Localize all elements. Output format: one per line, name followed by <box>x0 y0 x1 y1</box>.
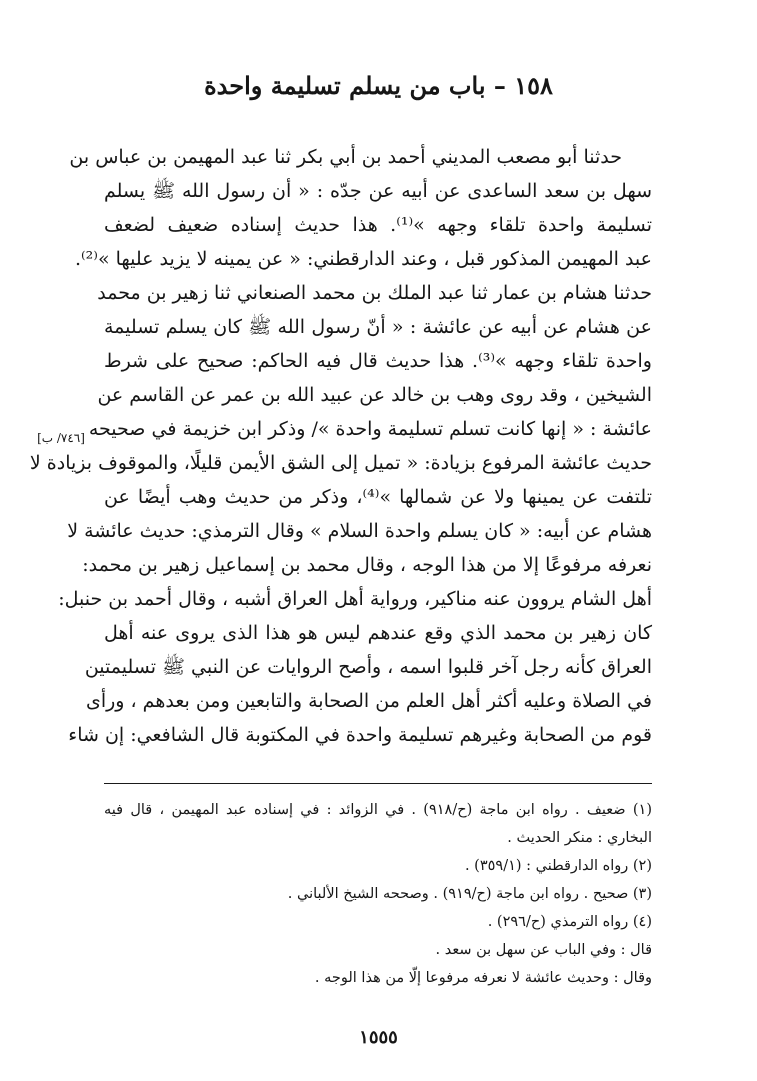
text-line: في الصلاة وعليه أكثر أهل العلم من الصحابة والتابعين ومن بعدهم ، ورأى <box>85 690 652 712</box>
text-line: عن هشام عن أبيه عن عائشة : « أنّ رسول الله ﷺ كان يسلم تسليمة <box>104 316 652 338</box>
text-line: عبد المهيمن المذكور قبل ، وعند الدارقطني: « عن يمينه لا يزيد عليها »⁽²⁾. <box>74 248 652 270</box>
footnote-item: (١) ضعيف . رواه ابن ماجة (ح/٩١٨) . في الزوائد : في إسناده عبد المهيمن ، قال فيه البخاري : منكر الحديث . <box>104 802 653 846</box>
text-line: أهل الشام يروون عنه مناكير، ورواية أهل العراق أشبه ، وقال أحمد بن حنبل: <box>58 588 652 610</box>
footnote-item: (٤) رواه الترمذي (ح/٢٩٦) . <box>487 914 652 930</box>
footnote-item: وقال : وحديث عائشة لا نعرفه مرفوعا إلّا من هذا الوجه . <box>314 970 652 986</box>
text-line: كان زهير بن محمد الذي وقع عندهم ليس هو هذا الذى يروى عنه أهل <box>104 622 652 644</box>
footnote-item: (٣) صحيح . رواه ابن ماجة (ح/٩١٩) . وصححه الشيخ الألباني . <box>287 886 652 902</box>
text-line: تسليمة واحدة تلقاء وجهه »⁽¹⁾. هذا حديث إسناده ضعيف لضعف <box>104 214 652 236</box>
text-line: نعرفه مرفوعًا إلا من هذا الوجه ، وقال محمد بن إسماعيل زهير بن محمد: <box>82 554 652 576</box>
text-line: العراق كأنه رجل آخر قلبوا اسمه ، وأصح الروايات عن النبي ﷺ تسليمتين <box>84 656 652 678</box>
chapter-title: ١٥٨ – باب من يسلم تسليمة واحدة <box>204 71 553 100</box>
text-line: حديث عائشة المرفوع بزيادة: « تميل إلى الشق الأيمن قليلًا، والموقوف بزيادة لا <box>29 452 652 474</box>
text-line: قوم من الصحابة وغيرهم تسليمة واحدة في المكتوبة قال الشافعي: إن شاء <box>68 724 652 746</box>
footnote-divider <box>104 783 652 784</box>
footnote-item: (٢) رواه الدارقطني : (٣٥٩/١) . <box>464 858 652 874</box>
footnotes <box>104 796 652 992</box>
text-line: عائشة : « إنها كانت تسلم تسليمة واحدة »/ وذكر ابن خزيمة في صحيحه <box>88 418 652 440</box>
text-line: تلتفت عن يمينها ولا عن شمالها »⁽⁴⁾، وذكر من حديث وهب أيضًا عن <box>104 486 652 508</box>
margin-folio-reference: [٧٤٦/ ب] <box>37 431 85 445</box>
text-line: هشام عن أبيه: « كان يسلم واحدة السلام » وقال الترمذي: حديث عائشة لا <box>67 520 652 542</box>
text-line: حدثنا أبو مصعب المديني أحمد بن أبي بكر ثنا عبد المهيمن بن عباس بن <box>69 146 622 168</box>
text-line: الشيخين ، وقد روى وهب بن خالد عن عبيد الله بن عمر عن القاسم عن <box>97 384 652 406</box>
text-line: واحدة تلقاء وجهه »⁽³⁾. هذا حديث قال فيه الحاكم: صحيح على شرط <box>104 350 652 372</box>
text-line: سهل بن سعد الساعدى عن أبيه عن جدّه : « أن رسول الله ﷺ يسلم <box>104 180 652 202</box>
text-line: حدثنا هشام بن عمار ثنا عبد الملك بن محمد الصنعاني ثنا زهير بن محمد <box>97 282 652 304</box>
page-number: ١٥٥٥ <box>359 1027 398 1048</box>
footnote-item: قال : وفي الباب عن سهل بن سعد . <box>435 942 652 958</box>
